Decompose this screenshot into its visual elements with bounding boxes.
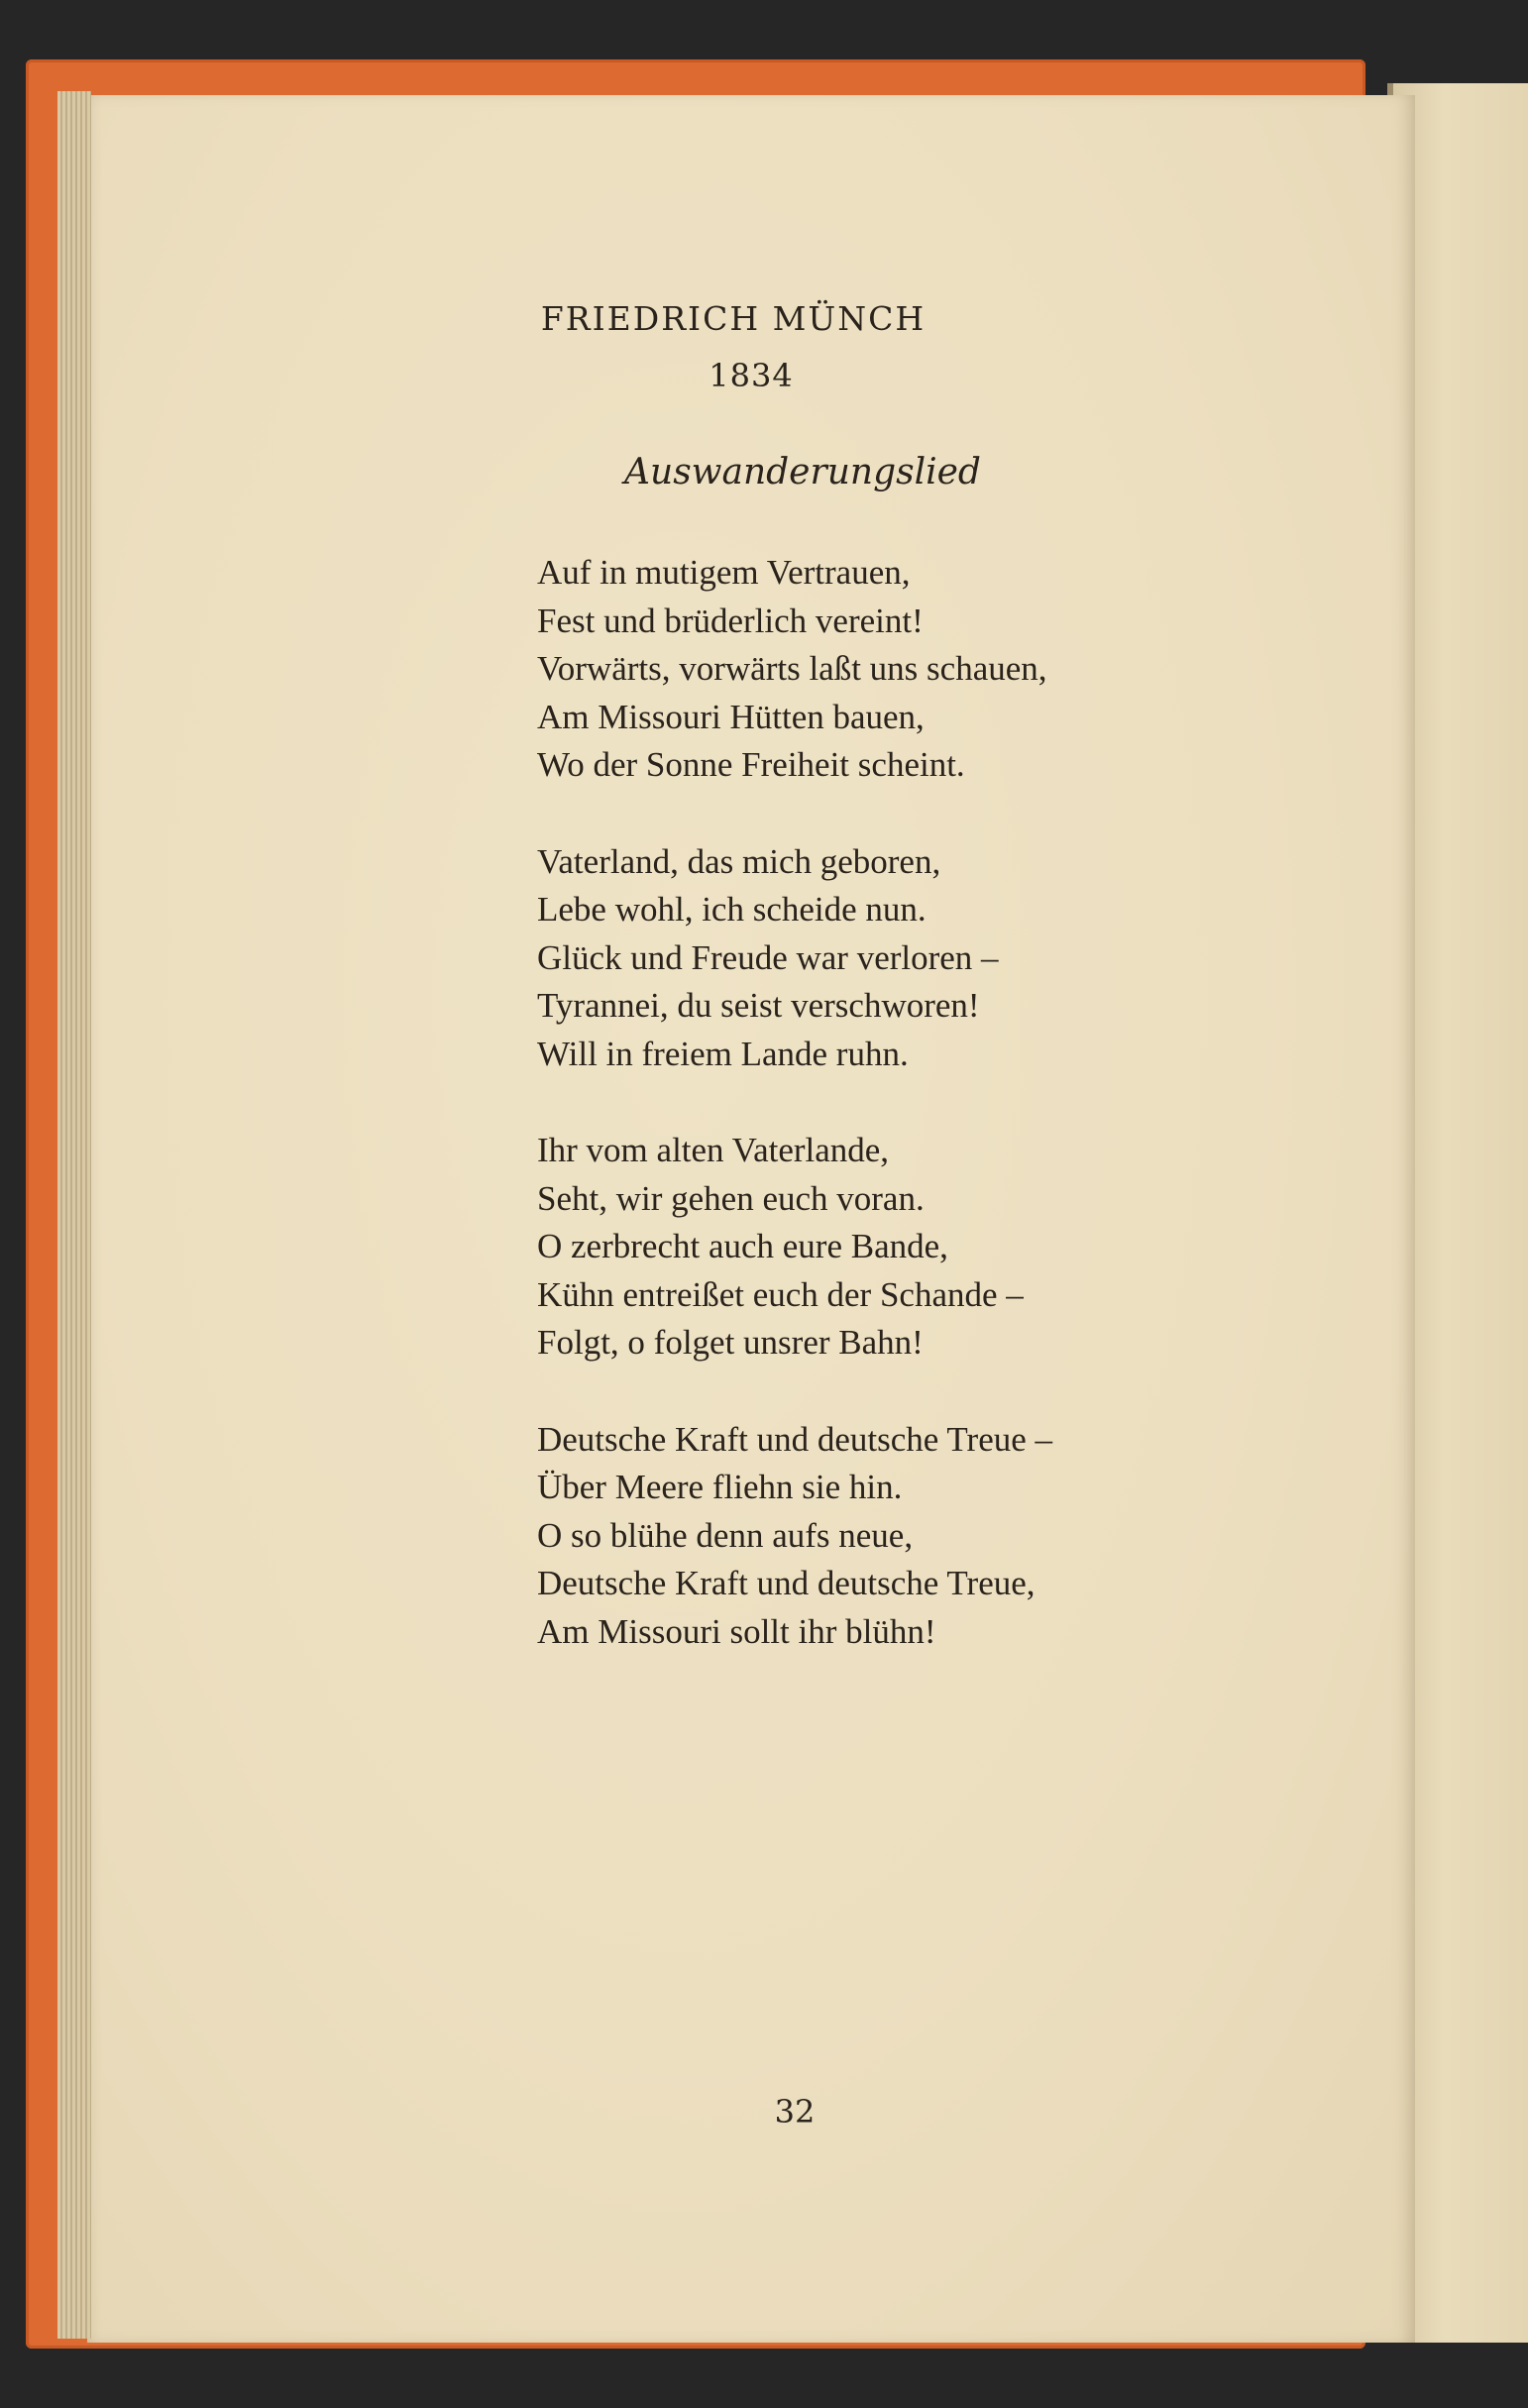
stanza-4 — [537, 1416, 1251, 1657]
author-heading: FRIEDRICH MÜNCH — [540, 299, 927, 338]
stanza-2 — [537, 838, 1251, 1079]
poem-line: Am Missouri sollt ihr blühn! — [537, 1611, 936, 1651]
poem-line: Seht, wir gehen euch voran. — [537, 1178, 925, 1218]
poem-line: O zerbrecht auch eure Bande, — [537, 1227, 948, 1265]
poem-line: Am Missouri Hütten bauen, — [537, 697, 925, 736]
poem-line: Kühn entreißet euch der Schande – — [537, 1274, 1024, 1314]
poem-line: O so blühe denn aufs neue, — [537, 1515, 914, 1555]
poem-line: Fest und brüderlich vereint! — [537, 601, 924, 640]
poem-line: Vaterland, das mich geboren, — [537, 841, 941, 881]
poem-line: Deutsche Kraft und deutsche Treue, — [537, 1564, 1036, 1602]
poem-line: Deutsche Kraft und deutsche Treue – — [537, 1419, 1053, 1459]
poem-line: Auf in mutigem Vertrauen, — [537, 553, 911, 592]
poem-line: Lebe wohl, ich scheide nun. — [537, 890, 927, 929]
poem-line: Ihr vom alten Vaterlande, — [537, 1131, 890, 1169]
page-number: 32 — [774, 2093, 816, 2131]
poem-line: Folgt, o folget unsrer Bahn! — [537, 1323, 924, 1362]
poem-line: Glück und Freude war verloren – — [537, 937, 999, 977]
poem-title: Auswanderungslied — [624, 452, 981, 493]
page-edges — [57, 91, 91, 2339]
year-heading: 1834 — [709, 357, 794, 394]
poem-line: Tyrannei, du seist verschworen! — [537, 986, 980, 1025]
stanza-1 — [537, 549, 1251, 790]
poem-line: Vorwärts, vorwärts laßt uns schauen, — [537, 649, 1047, 688]
stanza-3 — [537, 1127, 1251, 1368]
poem-line: Wo der Sonne Freiheit scheint. — [537, 745, 965, 784]
poem-line: Über Meere fliehn sie hin. — [537, 1468, 903, 1506]
poem-body — [537, 549, 1251, 1704]
poem-line: Will in freiem Lande ruhn. — [537, 1034, 909, 1073]
